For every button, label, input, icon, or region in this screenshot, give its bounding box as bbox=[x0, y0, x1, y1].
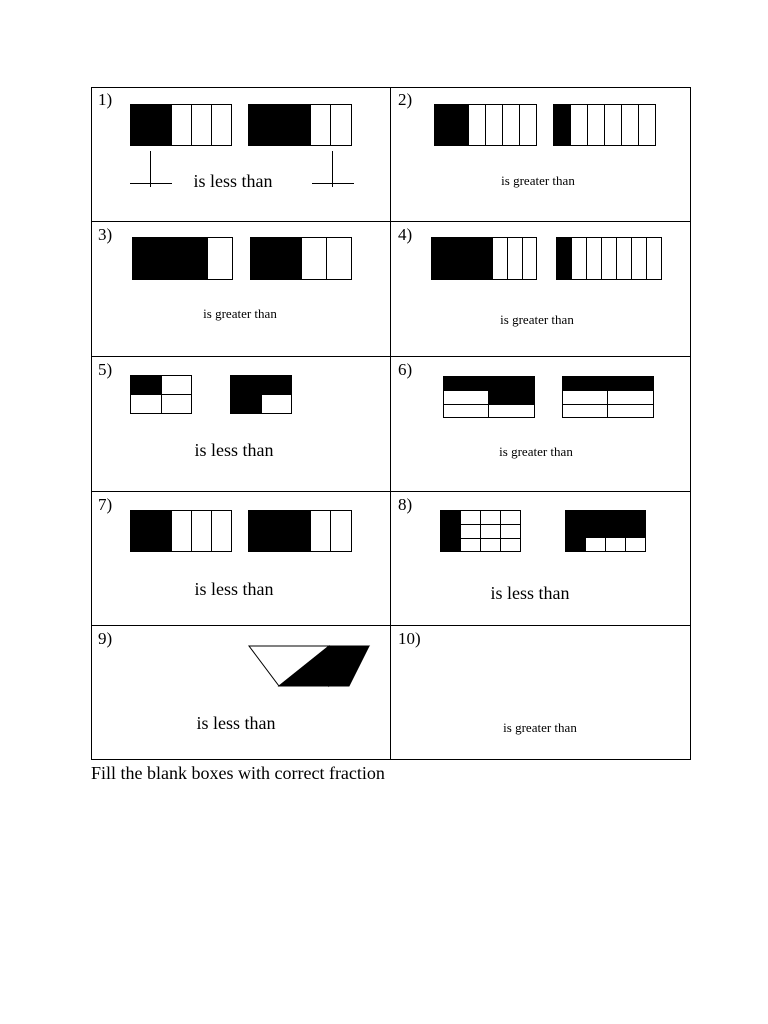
problem-number: 6) bbox=[398, 360, 413, 379]
problem-number: 2) bbox=[398, 90, 413, 109]
problem-number: 10) bbox=[398, 629, 421, 648]
comparison-phrase: is less than bbox=[194, 440, 274, 460]
fraction-grid-5-left bbox=[130, 375, 194, 416]
fraction-bar-2-right bbox=[553, 104, 659, 148]
fraction-bar-4-left bbox=[431, 237, 539, 282]
fraction-grid-8-left bbox=[440, 510, 524, 554]
problem-number: 3) bbox=[98, 225, 113, 244]
fraction-bar-1-right bbox=[248, 104, 354, 148]
comparison-phrase: is less than bbox=[194, 579, 274, 599]
fraction-bar-2-left bbox=[434, 104, 540, 148]
problem-number: 7) bbox=[98, 495, 113, 514]
comparison-phrase: is greater than bbox=[203, 306, 277, 321]
comparison-phrase: is less than bbox=[196, 713, 276, 733]
parallelogram-9 bbox=[248, 645, 372, 689]
fraction-bar-7-left bbox=[130, 510, 234, 554]
comparison-phrase: is greater than bbox=[499, 444, 573, 459]
fraction-bar-3-right bbox=[250, 237, 354, 282]
problem-number: 9) bbox=[98, 629, 113, 648]
fraction-bar-7-right bbox=[248, 510, 354, 554]
answer-blank-right[interactable] bbox=[312, 151, 354, 189]
fraction-grid-5-right bbox=[230, 375, 294, 416]
answer-blank-left[interactable] bbox=[130, 151, 172, 189]
problem-number: 4) bbox=[398, 225, 413, 244]
fraction-grid-6-right bbox=[562, 376, 656, 420]
comparison-phrase: is greater than bbox=[503, 720, 577, 735]
problem-number: 5) bbox=[98, 360, 113, 379]
fraction-bar-4-right bbox=[556, 237, 664, 282]
comparison-phrase: is greater than bbox=[501, 173, 575, 188]
comparison-phrase: is less than bbox=[193, 171, 273, 191]
problem-number: 8) bbox=[398, 495, 413, 514]
fraction-grid-8-right bbox=[565, 510, 649, 554]
comparison-phrase: is less than bbox=[490, 583, 570, 603]
problem-number: 1) bbox=[98, 90, 113, 109]
comparison-phrase: is greater than bbox=[500, 312, 574, 327]
fraction-grid-6-left bbox=[443, 376, 537, 420]
instruction-text: Fill the blank boxes with correct fraction bbox=[91, 763, 385, 783]
fraction-bar-3-left bbox=[132, 237, 236, 282]
fraction-bar-1-left bbox=[130, 104, 234, 148]
